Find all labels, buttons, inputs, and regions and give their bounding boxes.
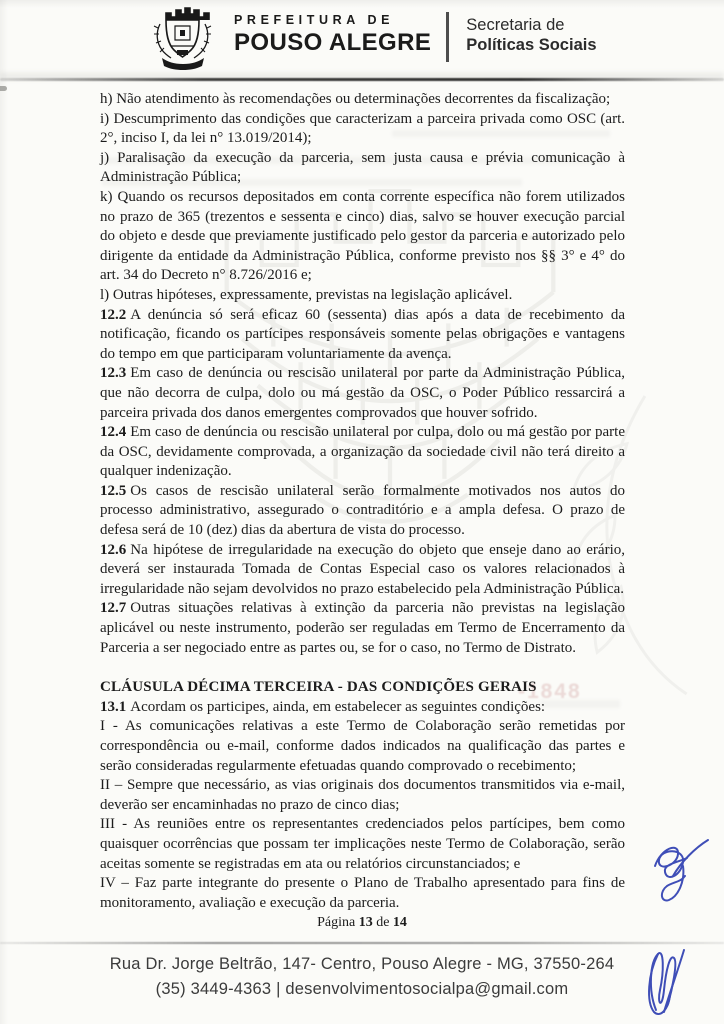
clause-number: 12.2 xyxy=(100,306,127,323)
clause-13-heading: CLÁUSULA DÉCIMA TERCEIRA - DAS CONDIÇÕES GERAIS xyxy=(100,679,537,696)
scan-edge-shadow-left xyxy=(0,0,8,1024)
paragraph-text: Em caso de denúncia ou rescisão unilateral por culpa, dolo ou má gestão por parte da OSC, devidamente comprovada, a organização da sociedade civil não terá direito a qualquer indenização. xyxy=(100,424,625,480)
paragraph-text: l) Outras hipóteses, expressamente, previstas na legislação aplicável. xyxy=(100,286,513,303)
paragraph-12-4 xyxy=(100,423,625,482)
footer-rule xyxy=(0,942,724,944)
phone-number: (35) 3449-4363 xyxy=(155,980,272,998)
clause-number: 12.7 xyxy=(100,600,127,617)
paragraph-text: Na hipótese de irregularidade na execução do objeto que enseje dano ao erário, deverá ser instaurada Tomada de Contas Especial caso os valores relacionados à irregularidade não sejam devolvidos no prazo estabelecido pela Administração Pública. xyxy=(100,541,625,597)
document-body xyxy=(100,90,625,913)
paragraph-item-iv xyxy=(100,874,625,913)
paragraph-12-7 xyxy=(100,599,625,658)
department-line-2: Políticas Sociais xyxy=(466,36,597,54)
paragraph-i xyxy=(100,110,625,149)
clause-number: 12.6 xyxy=(100,541,127,558)
handwritten-initials-top xyxy=(645,836,713,916)
city-hall-brand xyxy=(234,4,431,57)
paragraph-12-6 xyxy=(100,541,625,600)
address-line: Rua Dr. Jorge Beltrão, 147- Centro, Pouso Alegre - MG, 37550-264 xyxy=(109,955,615,973)
page-current: 13 xyxy=(358,915,373,930)
department-line-1: Secretaria de xyxy=(466,16,565,34)
letterhead xyxy=(146,4,597,70)
page-total: 14 xyxy=(392,915,407,930)
paragraph-item-iii xyxy=(100,815,625,874)
paragraph-text: i) Descumprimento das condições que caracterizam a parceira privada como OSC (art. 2°, inciso I, da lei n° 13.019/2014); xyxy=(100,110,625,147)
paragraph-text: j) Paralisação da execução da parceria, sem justa causa e prévia comunicação à Administração Pública; xyxy=(100,149,625,186)
paragraph-13-1 xyxy=(100,698,625,718)
brand-line-prefeitura: PREFEITURA DE xyxy=(234,13,395,27)
paragraph-item-ii xyxy=(100,776,625,815)
page-separator: de xyxy=(376,915,390,930)
paragraph-j xyxy=(100,149,625,188)
email-address: desenvolvimentosocialpa@gmail.com xyxy=(285,980,569,998)
paragraph-text: Outras situações relativas à extinção da parceria não previstas na legislação aplicável ou neste instrumento, poderão ser reguladas em Termo de Encerramento da Parceria a ser negociado entre as partes ou, se for o caso, no Termo de Distrato. xyxy=(100,600,625,656)
paragraph-text: IV – Faz parte integrante do presente o Plano de Trabalho apresentado para fins de monitoramento, avaliação e execução da parceria. xyxy=(100,875,625,911)
paragraph-item-i xyxy=(100,717,625,776)
scan-artifact-dot xyxy=(0,86,7,91)
paragraph-text: h) Não atendimento às recomendações ou determinações decorrentes da fiscalização; xyxy=(100,91,611,107)
clause-number: 12.5 xyxy=(100,482,127,499)
paragraph-text: I - As comunicações relativas a este Termo de Colaboração serão remetidas por correspondência ou e-mail, conforme dados indicados na qualificação das partes e serão consideradas regularmente efetuadas quando comprovado o recebimento; xyxy=(100,718,625,774)
header-rule xyxy=(0,78,724,81)
clause-number: 12.4 xyxy=(100,424,127,441)
paragraph-text: Os casos de rescisão unilateral serão formalmente motivados nos autos do processo administrativo, assegurado o contraditório e a ampla defesa. O prazo de defesa será de 10 (dez) dias da abertura de vista do processo. xyxy=(100,482,625,539)
paragraph-text: Acordam os participes, ainda, em estabelecer as seguintes condições: xyxy=(130,698,546,715)
clause-number: 13.1 xyxy=(100,698,127,715)
paragraph-text: k) Quando os recursos depositados em conta corrente específica não forem utilizados no prazo de 365 (trezentos e sessenta e cinco) dias, salvo se houver execução parcial do objeto e desde que previamente justificado pelo gestor da parceria e autorizado pelo dirigente da entidade da Administração Pública, conforme previsto nos §§ 3° e 4° do art. 34 do Decreto n° 8.726/2016 e; xyxy=(100,188,625,284)
department-name xyxy=(466,4,596,55)
paragraph-12-2 xyxy=(100,306,625,365)
paragraph-k xyxy=(100,188,625,286)
page-number xyxy=(0,915,724,931)
contact-separator: | xyxy=(276,980,281,998)
paragraph-l xyxy=(100,286,625,306)
paragraph-h xyxy=(100,90,625,110)
paragraph-12-3 xyxy=(100,364,625,423)
brand-line-pouso-alegre: POUSO ALEGRE xyxy=(234,29,432,56)
watermark-year-text: -1848 xyxy=(518,680,582,703)
paragraph-text: Em caso de denúncia ou rescisão unilateral por parte da Administração Pública, que não decorra de culpa, dolo ou má gestão da OSC, o Poder Público ressarcirá a parceira privada dos danos emergentes comprovados que houver sofrido. xyxy=(100,365,625,421)
contact-line xyxy=(0,977,724,1002)
paragraph-text: II – Sempre que necessário, as vias originais dos documentos transmitidos via e-mail, deverão ser encaminhadas no prazo de cinco dias; xyxy=(100,777,625,813)
paragraph-text: A denúncia só será eficaz 60 (sessenta) dias após a data de recebimento da notificação, ficando os partícipes responsáveis somente pelas obrigações e vantagens do tempo em que participaram voluntariamente da avença. xyxy=(100,306,625,362)
paragraph-12-5 xyxy=(100,482,625,541)
paragraph-text: III - As reuniões entre os representantes credenciados pelos partícipes, bem como quaisquer ocorrências que possam ter implicações neste Termo de Colaboração, serão aceitas somente se registradas em ata ou relatórios circunstanciados; e xyxy=(100,816,625,872)
coat-of-arms-logo xyxy=(146,4,220,70)
clause-number: 12.3 xyxy=(100,365,127,382)
page-label: Página xyxy=(317,915,356,930)
footer-address-block xyxy=(0,952,724,1002)
header-divider xyxy=(446,12,449,62)
